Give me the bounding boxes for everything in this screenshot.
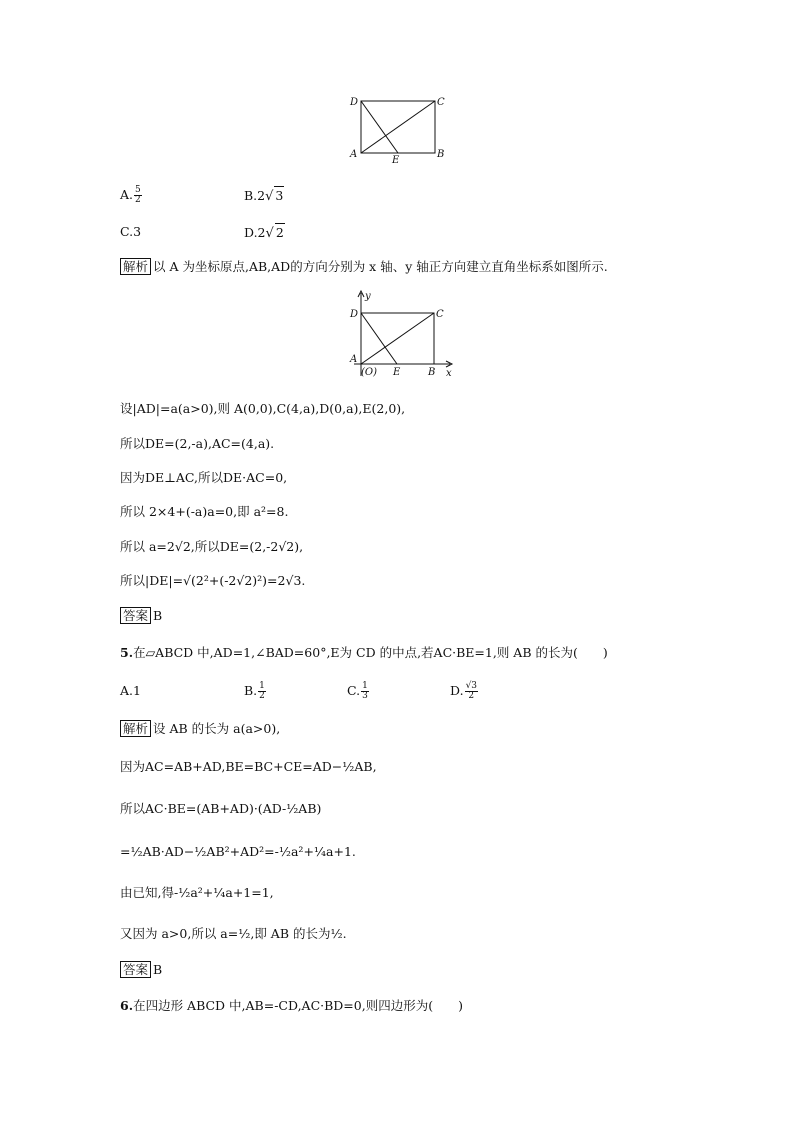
answer-tag: 答案: [120, 961, 151, 978]
solution-tag: 解析: [120, 258, 151, 275]
figure-rectangle: [340, 90, 460, 168]
q5-option-a[interactable]: A.1: [120, 683, 141, 698]
q6-stem: 6.在四边形 ABCD 中,AB=-CD,AC·BD=0,则四边形为( ): [120, 998, 463, 1013]
q5-option-b[interactable]: B. $\frac{1}{2}$: [244, 681, 265, 701]
s5-line-4: 由已知,得-½a²+¼a+1=1,: [120, 885, 274, 900]
label-c: C: [436, 309, 444, 320]
s5-line-0: 解析 设 AB 的长为 a(a>0),: [120, 720, 280, 738]
q5-stem: 5.在▱ABCD 中,AD=1,∠BAD=60°,E为 CD 的中点,若AC·BE=1,则 AB 的长为( ): [120, 645, 608, 660]
s5-line-1: 因为AC=AB+AD,BE=BC+CE=AD−½AB,: [120, 759, 377, 774]
s4-line-1: 设|AD|=a(a>0),则 A(0,0),C(4,a),D(0,a),E(2,0),: [120, 401, 406, 416]
answer-tag: 答案: [120, 607, 151, 624]
s4-intro: 解析 以 A 为坐标原点,AB,AD的方向分别为 x 轴、y 轴正方向建立直角坐标系如图所示.: [120, 258, 608, 276]
label-d: D: [350, 309, 359, 320]
label-o: (O): [361, 367, 378, 378]
label-e: E: [392, 155, 400, 166]
s4-answer: 答案 B: [120, 607, 162, 625]
label-a: A: [350, 354, 358, 365]
label-d: D: [350, 97, 359, 108]
s4-line-2: 所以DE=(2,-a),AC=(4,a).: [120, 436, 275, 451]
q5-option-d[interactable]: D. $\frac{√3}{2}$: [450, 681, 478, 701]
label-b: B: [437, 149, 445, 160]
label-a: A: [350, 149, 358, 160]
s4-line-6: 所以|DE|=√(2²+(-2√2)²)=2√3.: [120, 573, 306, 588]
solution-tag: 解析: [120, 720, 151, 737]
label-e: E: [393, 367, 401, 378]
label-c: C: [437, 97, 445, 108]
q4-option-d[interactable]: D.2√ 2: [244, 225, 284, 241]
figure-coordinate: [340, 288, 460, 380]
s5-line-2: 所以AC·BE=(AB+AD)·(AD-½AB): [120, 801, 322, 816]
q4-option-b[interactable]: B.2√ 3: [244, 188, 284, 204]
s4-line-5: 所以 a=2√2,所以DE=(2,-2√2),: [120, 539, 304, 554]
s4-line-4: 所以 2×4+(-a)a=0,即 a²=8.: [120, 504, 289, 519]
s5-line-5: 又因为 a>0,所以 a=½,即 AB 的长为½.: [120, 926, 347, 941]
label-b: B: [428, 367, 436, 378]
s4-line-3: 因为DE⊥AC,所以DE·AC=0,: [120, 470, 288, 485]
s5-answer: 答案 B: [120, 961, 162, 979]
label-y: y: [365, 291, 371, 302]
label-x: x: [446, 368, 452, 379]
q4-option-c[interactable]: C.3: [120, 224, 142, 239]
s5-line-3: =½AB·AD−½AB²+AD²=-½a²+¼a+1.: [120, 844, 356, 859]
q4-option-a[interactable]: A. $\frac{5}{2}$: [120, 185, 141, 205]
q5-option-c[interactable]: C. $\frac{1}{3}$: [347, 681, 368, 701]
